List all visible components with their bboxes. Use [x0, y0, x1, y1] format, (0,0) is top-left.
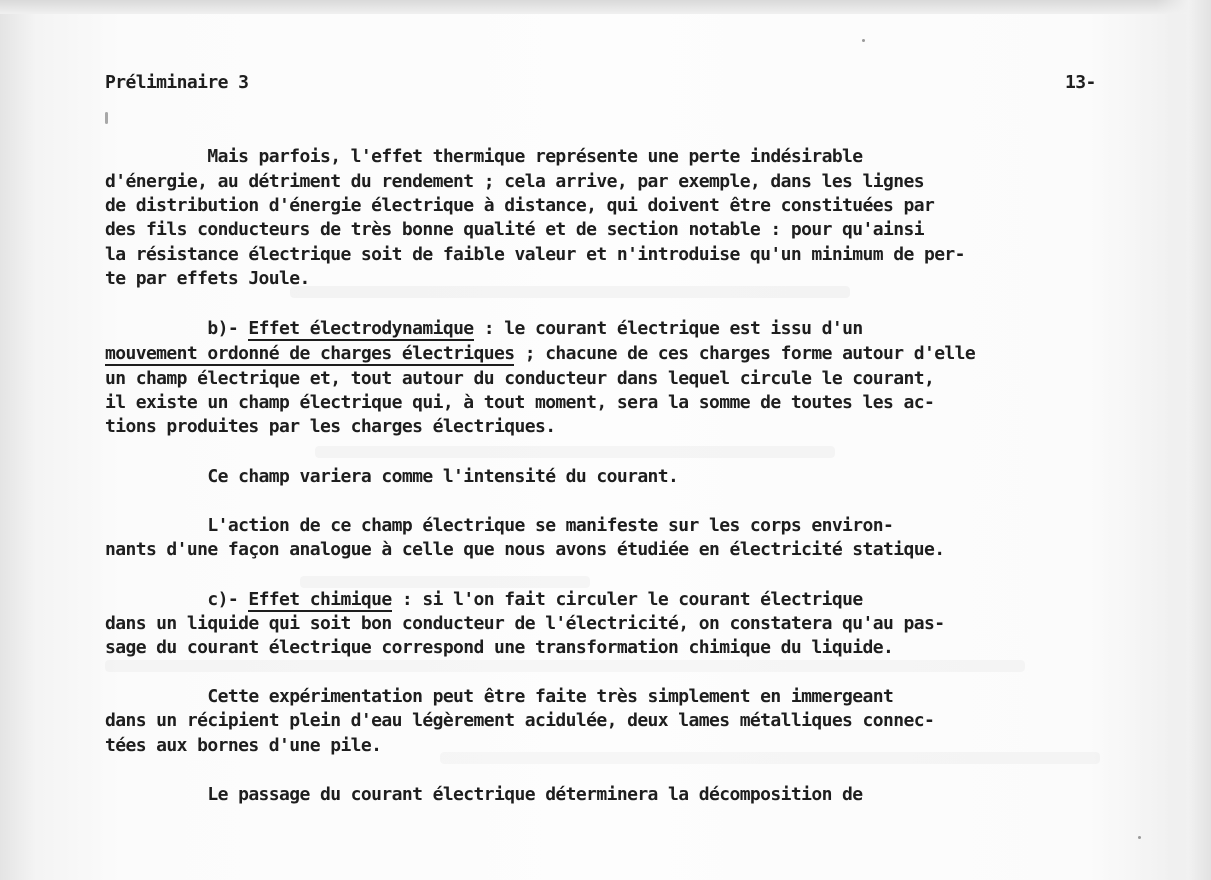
scan-top-edge — [0, 0, 1211, 14]
page-number: 13- — [1065, 72, 1096, 93]
scan-right-edge — [1156, 0, 1211, 880]
bleed-through-shadow — [315, 446, 835, 458]
text-line: Mais parfois, l'effet thermique représente une perte indésirable — [105, 146, 863, 167]
text-line — [105, 342, 975, 367]
scan-speck — [862, 39, 865, 42]
bleed-through-shadow — [105, 660, 1025, 672]
scan-speck — [105, 112, 108, 124]
underlined-heading: Effet chimique — [248, 589, 392, 610]
underlined-heading: Effet électrodynamique — [248, 318, 474, 339]
text-line: des fils conducteurs de très bonne qualité et de section notable : pour qu'ainsi — [105, 219, 924, 240]
text-line: Le passage du courant électrique déterminera la décomposition de — [105, 784, 863, 805]
text-line: d'énergie, au détriment du rendement ; cela arrive, par exemple, dans les lignes — [105, 171, 924, 192]
heading-line-chemical — [105, 588, 863, 613]
section-header: Préliminaire 3 — [105, 72, 249, 93]
text-span: c)- — [105, 589, 249, 610]
text-line: Cette expérimentation peut être faite très simplement en immergeant — [105, 686, 894, 707]
text-span: ; chacune de ces charges forme autour d'elle — [514, 343, 976, 364]
bleed-through-shadow — [440, 752, 1100, 764]
text-line: L'action de ce champ électrique se manifeste sur les corps environ- — [105, 515, 894, 536]
text-line: tées aux bornes d'une pile. — [105, 735, 382, 756]
text-line: il existe un champ électrique qui, à tout moment, sera la somme de toutes les ac- — [105, 392, 935, 413]
text-line: la résistance électrique soit de faible valeur et n'introduise qu'un minimum de per- — [105, 244, 965, 265]
underlined-text: mouvement ordonné de charges électriques — [105, 343, 515, 364]
text-span: : si l'on fait circuler le courant électrique — [391, 589, 863, 610]
text-line: dans un récipient plein d'eau légèrement acidulée, deux lames métalliques connec- — [105, 710, 935, 731]
text-line: te par effets Joule. — [105, 268, 310, 289]
bleed-through-shadow — [290, 286, 850, 298]
text-line: nants d'une façon analogue à celle que nous avons étudiée en électricité statique. — [105, 539, 945, 560]
text-line: un champ électrique et, tout autour du conducteur dans lequel circule le courant, — [105, 368, 935, 389]
text-line: de distribution d'énergie électrique à distance, qui doivent être constituées par — [105, 195, 935, 216]
heading-line-electrodynamic — [105, 317, 863, 342]
bleed-through-shadow — [300, 576, 590, 588]
text-line: dans un liquide qui soit bon conducteur de l'électricité, on constatera qu'au pas- — [105, 613, 945, 634]
scan-speck — [1138, 836, 1141, 839]
text-line: Ce champ variera comme l'intensité du courant. — [105, 466, 679, 487]
text-span: : le courant électrique est issu d'un — [473, 318, 863, 339]
text-span: b)- — [105, 318, 249, 339]
text-line: tions produites par les charges électriques. — [105, 416, 556, 437]
text-line: sage du courant électrique correspond une transformation chimique du liquide. — [105, 637, 894, 658]
